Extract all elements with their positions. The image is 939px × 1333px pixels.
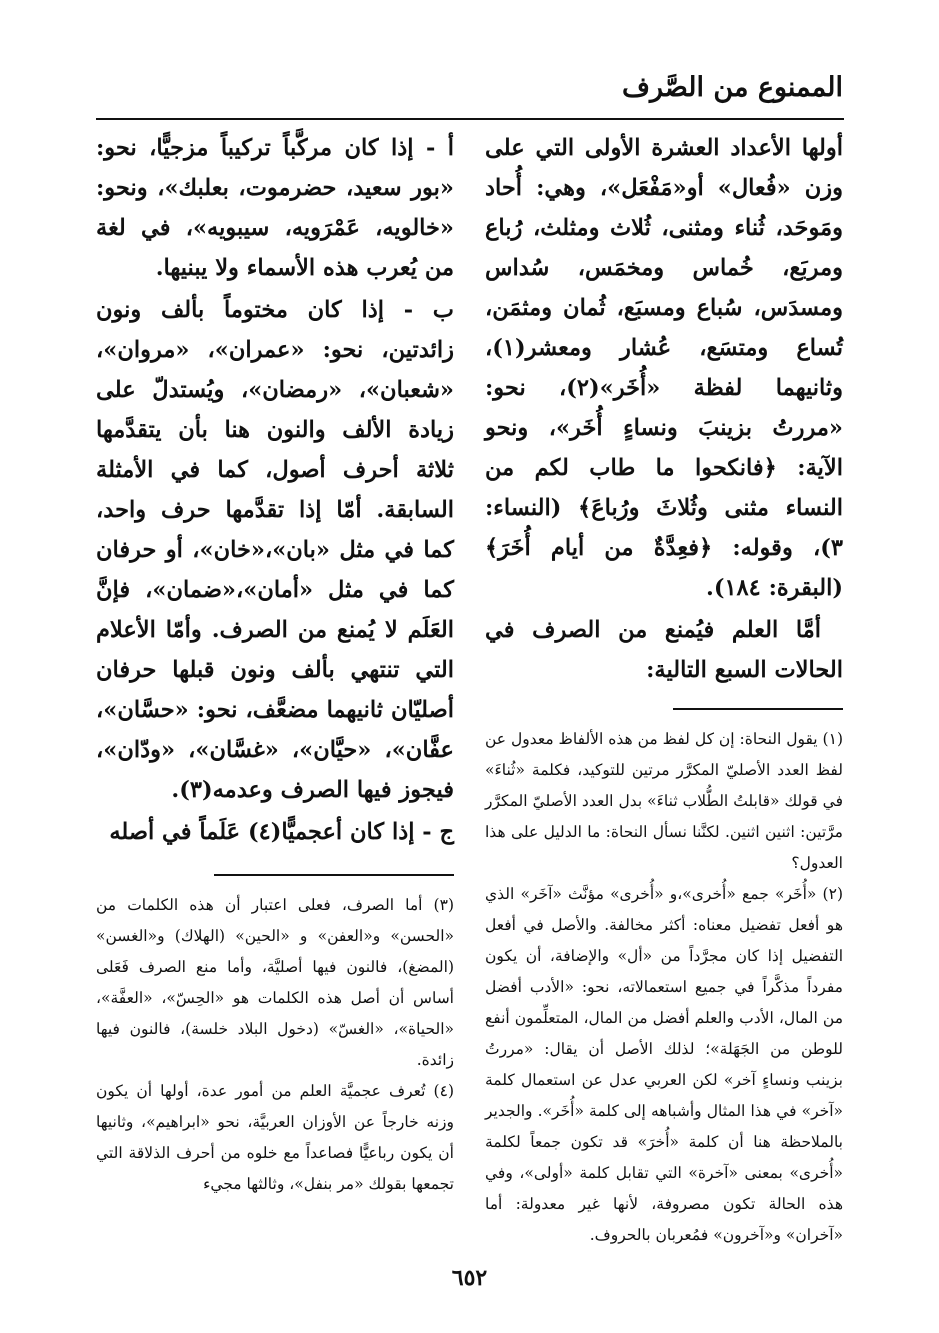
footnote: (٤) تُعرف عجميَّة العلم من أمور عدة، أولها أن يكون وزنه خارجاً عن الأوزان العربيَّة، نحو «ابراهيم»، وثانيها أن يكون رباعيًّا فصاعداً مع خلوه من أحرف الذلاقة التي تجمعها بقولك «مر بنفل»، وثالثها مجيء bbox=[96, 1082, 454, 1193]
paragraph: أمَّا العلم فيُمنع من الصرف في الحالات السبع التالية: bbox=[485, 617, 843, 683]
left-column-main-text bbox=[96, 128, 454, 852]
left-column bbox=[96, 128, 454, 1200]
footnote: (٢) «أُخَر» جمع «أُخرى»،و «أُخرى» مؤنَّث «آخَر» الذي هو أفعل تفضيل معناه: أكثر مخالفة. والأصل في أفعل التفضيل إذا كان مجرَّداً من «أل» والإضافة، أن يكون مفرداً مذكَّراً في جميع استعمالاته، نحو: «الأدب أفضل من المال، الأدب والعلم أفضل من المال، المتعلِّمون أنفع للوطن من الجَهَلة»؛ لذلك الأصل أن يقال: «مررتُ بزينب ونساءٍ آخر» لكن العربي عدل عن استعمال كلمة «آخر» في هذا المثال وأشباهه إلى كلمة «أُخَر». والجدير بالملاحظة هنا أن كلمة «أُخرَ» قد تكون جمعاً لكلمة «أُخرى» بمعنى «آخرة» التي تقابل كلمة «أولى»، وفي هذه الحالة تكون مصروفة، لأنها غير معدولة: أما «آخران» و«آخرون» فمُعربان بالحروف. bbox=[485, 885, 843, 1244]
left-column-footnotes bbox=[96, 890, 454, 1200]
footnote-rule bbox=[214, 874, 454, 876]
paragraph: أولها الأعداد العشرة الأولى التي على وزن «فُعال» أو«مَفْعَل»، وهي: أُحاد ومَوحَد، ثُناء ومثنى، ثُلاث ومثلث، رُباع ومربَع، خُماس ومخمَس، سُداس ومسدَس، سُباع ومسبَع، ثُمان ومثمَن، تُساع ومتسَع، عُشار ومعشر(١)، وثانيهما لفظة «أُخَر»(٢)، نحو: «مررتُ بزينبَ ونساءٍ أُخَر»، ونحو الآية: ﴿فانكحوا ما طاب لكم من النساء مثنى وثُلاثَ ورُباعَ﴾ (النساء: ٣)، وقوله: ﴿فعِدَّةٌ من أيام أُخَرَ﴾(البقرة: ١٨٤). bbox=[485, 135, 843, 601]
footnote: (٣) أما الصرف، فعلى اعتبار أن هذه الكلمات من «الحسن» و«العفن» و «الحين» (الهلاك) و«الغسن» (المضغ)، فالنون فيها أصليَّة، وأما منع الصرف فَعَلى أساس أن أصل هذه الكلمات هو «الحِسّ»، «العفَّة»، «الحياة»، «الغسّ» (دخول البلاد خلسة)، فالنون فيها زائدة. bbox=[96, 896, 454, 1069]
right-column-main-text bbox=[485, 128, 843, 690]
footnote-rule bbox=[673, 708, 843, 710]
header-rule bbox=[96, 118, 844, 120]
paragraph: ج - إذا كان أعجميًّا(٤) عَلَماً في أصله bbox=[109, 819, 454, 845]
running-header-title: الممنوع من الصَّرف bbox=[622, 72, 843, 103]
paragraph: ب - إذا كان مختوماً بألف ونون زائدتين، نحو: «عمران»، «مروان»، «شعبان»، «رمضان»، ويُستدلّ على زيادة الألف والنون هنا بأن يتقدَّمها ثلاثة أحرف أصول، كما في الأمثلة السابقة. أمّا إذا تقدَّمها حرف واحد، كما في مثل «بان»،«خان»، أو حرفان كما في مثل «أمان»،«ضمان»، فإنَّ العَلَم لا يُمنع من الصرف. وأمّا الأعلام التي تنتهي بألف ونون قبلها حرفان أصليّان ثانيهما مضعَّف، نحو: «حسَّان»، عفَّان»، «حيَّان»، «غسَّان»، «ودّان»، فيجوز فيها الصرف وعدمه(٣). bbox=[96, 297, 454, 803]
footnote: (١) يقول النحاة: إن كل لفظ من هذه الألفاظ معدول عن لفظ العدد الأصليّ المكرَّر مرتين للتوكيد، فكلمة «ثُناءَ» في قولك «قابلتُ الطُّلاب ثناءَ» بدل العدد الأصليّ المكرَّر مرَّتين: اثنين اثنين. لكنَّنا نسأل النحاة: ما الدليل على هذا العدول؟ bbox=[484, 730, 843, 872]
right-column-footnotes bbox=[485, 724, 843, 1251]
paragraph: أ - إذا كان مركَّباً تركيباً مزجيًّا، نحو: «بور سعيد، حضرموت، بعلبك»، ونحو: «خالويه، عَمْرَويه، سيبويه»، في لغة من يُعرب هذه الأسماء ولا يبنيها. bbox=[96, 135, 454, 281]
right-column bbox=[485, 128, 843, 1251]
page-number: ٦٥٢ bbox=[451, 1265, 488, 1291]
